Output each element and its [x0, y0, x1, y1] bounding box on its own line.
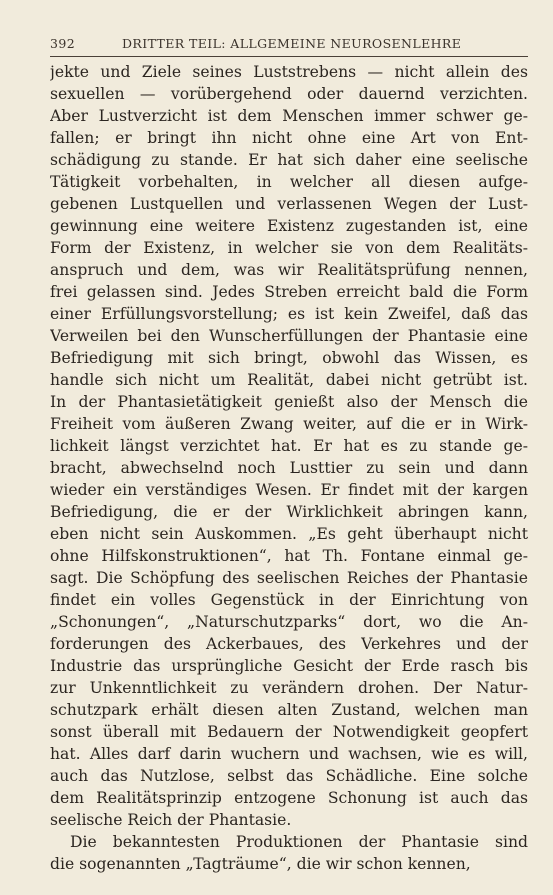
text-line: dem Realitätsprinzip entzogene Schonung ist auch das: [50, 789, 528, 807]
text-line: Verweilen bei den Wunscherfüllungen der Phantasie eine: [50, 327, 528, 345]
text-line: In der Phantasietätigkeit genießt also der Mensch die: [50, 393, 528, 411]
text-line: lichkeit längst verzichtet hat. Er hat es zu stande ge-: [50, 437, 528, 455]
text-line: handle sich nicht um Realität, dabei nicht getrübt ist.: [50, 371, 528, 389]
text-line: schutzpark erhält diesen alten Zustand, welchen man: [50, 701, 528, 719]
text-line: sonst überall mit Bedauern der Notwendigkeit geopfert: [50, 723, 528, 741]
text-line: auch das Nutzlose, selbst das Schädliche. Eine solche: [50, 767, 528, 785]
text-line: sexuellen — vorübergehend oder dauernd verzichten.: [50, 85, 528, 103]
page-header: [50, 36, 528, 57]
text-line: ohne Hilfskonstruktionen“, hat Th. Fontane einmal ge-: [50, 547, 528, 565]
running-head: DRITTER TEIL: ALLGEMEINE NEUROSENLEHRE: [122, 36, 462, 51]
text-line: findet ein volles Gegenstück in der Einrichtung von: [50, 591, 528, 609]
body-text: [50, 61, 528, 875]
text-line: Befriedigung, die er der Wirklichkeit abringen kann,: [50, 503, 528, 521]
text-line: schädigung zu stande. Er hat sich daher eine seelische: [50, 151, 528, 169]
paragraph-1: [50, 61, 528, 831]
text-line: Tätigkeit vorbehalten, in welcher all diesen aufge-: [50, 173, 528, 191]
text-line: Freiheit vom äußeren Zwang weiter, auf die er in Wirk-: [50, 415, 528, 433]
paragraph-2: [50, 831, 528, 875]
text-line: „Schonungen“, „Naturschutzparks“ dort, wo die An-: [50, 613, 528, 631]
text-line: Form der Existenz, in welcher sie von dem Realitäts-: [50, 239, 528, 257]
text-line: eben nicht sein Auskommen. „Es geht überhaupt nicht: [50, 525, 528, 543]
text-line: Industrie das ursprüngliche Gesicht der Erde rasch bis: [50, 657, 528, 675]
text-line: hat. Alles darf darin wuchern und wachsen, wie es will,: [50, 745, 528, 763]
text-line: frei gelassen sind. Jedes Streben erreicht bald die Form: [50, 283, 528, 301]
text-line: anspruch und dem, was wir Realitätsprüfung nennen,: [50, 261, 528, 279]
book-page: [50, 36, 528, 875]
text-line: Aber Lustverzicht ist dem Menschen immer schwer ge-: [50, 107, 528, 125]
text-line: einer Erfüllungsvorstellung; es ist kein Zweifel, daß das: [50, 305, 528, 323]
text-line: seelische Reich der Phantasie.: [50, 811, 292, 829]
text-line: gebenen Lustquellen und verlassenen Wegen der Lust-: [50, 195, 528, 213]
text-line: jekte und Ziele seines Luststrebens — nicht allein des: [50, 63, 528, 81]
text-line: zur Unkenntlichkeit zu verändern drohen. Der Natur-: [50, 679, 528, 697]
page-number: 392: [50, 36, 76, 51]
text-line: die sogenannten „Tagträume“, die wir schon kennen,: [50, 855, 471, 873]
text-line: bracht, abwechselnd noch Lusttier zu sein und dann: [50, 459, 528, 477]
text-line: wieder ein verständiges Wesen. Er findet mit der kargen: [50, 481, 528, 499]
text-line: fallen; er bringt ihn nicht ohne eine Art von Ent-: [50, 129, 528, 147]
text-line: Befriedigung mit sich bringt, obwohl das Wissen, es: [50, 349, 528, 367]
text-line: Die bekanntesten Produktionen der Phantasie sind: [70, 833, 528, 851]
text-line: sagt. Die Schöpfung des seelischen Reiches der Phantasie: [50, 569, 528, 587]
text-line: forderungen des Ackerbaues, des Verkehres und der: [50, 635, 528, 653]
text-line: gewinnung eine weitere Existenz zugestanden ist, eine: [50, 217, 528, 235]
